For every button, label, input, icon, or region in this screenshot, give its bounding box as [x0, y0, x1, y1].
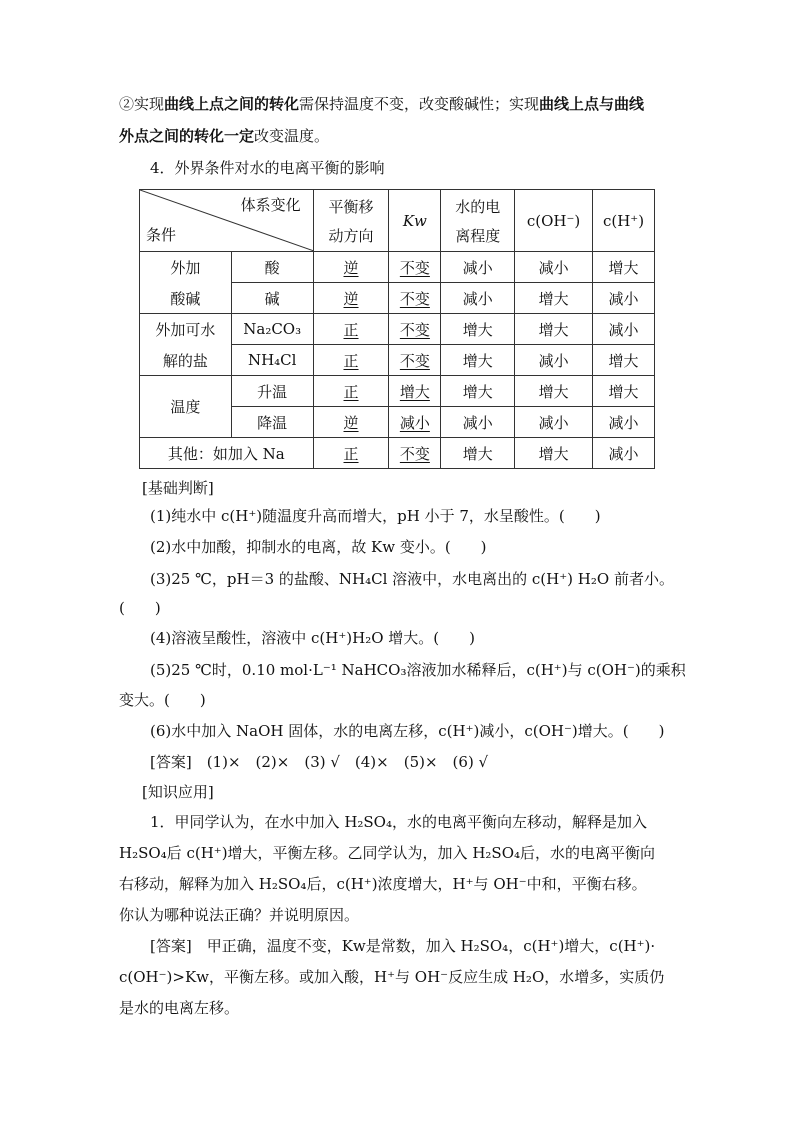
row-degree: 增大 [441, 376, 515, 407]
table-row [140, 376, 655, 407]
section-title: 4．外界条件对水的电离平衡的影响 [150, 159, 385, 177]
row-kw: 不变 [389, 283, 441, 314]
row-oh: 增大 [515, 376, 593, 407]
row-oh: 减小 [515, 252, 593, 283]
judge-q3-line2: ( ) [119, 599, 161, 617]
apply-answer-line3: 是水的电离左移。 [119, 999, 240, 1017]
row-degree: 减小 [441, 407, 515, 438]
header-kw [389, 190, 441, 252]
table-row [140, 438, 655, 469]
effects-table [139, 189, 655, 469]
judge-q5-line1: (5)25 ℃时，0.10 mol·L⁻¹ NaHCO₃溶液加水稀释后，c(H⁺)与 c(OH⁻)的乘积 [150, 661, 686, 679]
header-condition: 条件 [146, 226, 177, 244]
row-condition: 升温 [231, 376, 313, 407]
row-h: 减小 [593, 407, 655, 438]
row-degree: 减小 [441, 252, 515, 283]
row-h: 减小 [593, 438, 655, 469]
apply-question-line2: H₂SO₄后 c(H⁺)增大，平衡左移。乙同学认为，加入 H₂SO₄后，水的电离平衡向 [119, 844, 656, 862]
row-degree: 增大 [441, 314, 515, 345]
row-condition: Na₂CO₃ [231, 314, 313, 345]
row-condition: NH₄Cl [231, 345, 313, 376]
table-row [140, 314, 655, 345]
judge-q6: (6)水中加入 NaOH 固体，水的电离左移，c(H⁺)减小，c(OH⁻)增大。( ) [150, 722, 665, 740]
row-shift: 正 [313, 438, 389, 469]
row-shift: 逆 [313, 283, 389, 314]
header-system-change: 体系变化 [240, 196, 301, 214]
table-row [140, 252, 655, 283]
group-temperature: 温度 [140, 376, 232, 438]
row-h: 增大 [593, 252, 655, 283]
row-h: 增大 [593, 345, 655, 376]
row-shift: 正 [313, 376, 389, 407]
row-condition: 其他：如加入 Na [140, 438, 314, 469]
group-acid-base: 外加 酸碱 [140, 252, 232, 314]
row-oh: 增大 [515, 283, 593, 314]
row-h: 增大 [593, 376, 655, 407]
apply-question-line3: 右移动，解释为加入 H₂SO₄后，c(H⁺)浓度增大，H⁺与 OH⁻中和，平衡右移。 [119, 875, 647, 893]
judge-title: [基础判断] [142, 479, 214, 497]
row-shift: 逆 [313, 407, 389, 438]
header-kw-text: Kw [402, 211, 427, 230]
row-degree: 增大 [441, 438, 515, 469]
row-condition: 酸 [231, 252, 313, 283]
row-condition: 碱 [231, 283, 313, 314]
row-kw: 不变 [389, 438, 441, 469]
judge-q2: (2)水中加酸，抑制水的电离，故 Kw 变小。( ) [150, 538, 487, 556]
apply-title: [知识应用] [142, 783, 214, 801]
row-kw: 不变 [389, 252, 441, 283]
intro-line-2: 外点之间的转化一定改变温度。 [119, 127, 330, 145]
judge-answer: [答案] (1)× (2)× (3) √ (4)× (5)× (6) √ [150, 753, 489, 771]
row-kw: 不变 [389, 314, 441, 345]
row-kw: 增大 [389, 376, 441, 407]
apply-question-line1: 1．甲同学认为，在水中加入 H₂SO₄，水的电离平衡向左移动，解释是加入 [150, 813, 647, 831]
row-condition: 降温 [231, 407, 313, 438]
judge-q4: (4)溶液呈酸性，溶液中 c(H⁺)H₂O 增大。( ) [150, 629, 475, 647]
header-oh: c(OH⁻) [515, 190, 593, 252]
group-hydrolysable-salt: 外加可水 解的盐 [140, 314, 232, 376]
row-h: 减小 [593, 314, 655, 345]
row-degree: 减小 [441, 283, 515, 314]
row-oh: 减小 [515, 407, 593, 438]
apply-question-line4: 你认为哪种说法正确？并说明原因。 [119, 906, 360, 924]
row-oh: 减小 [515, 345, 593, 376]
row-shift: 正 [313, 314, 389, 345]
row-kw: 不变 [389, 345, 441, 376]
judge-q5-line2: 变大。( ) [119, 691, 206, 709]
row-oh: 增大 [515, 314, 593, 345]
judge-q3-line1: (3)25 ℃，pH＝3 的盐酸、NH₄Cl 溶液中，水电离出的 c(H⁺) H₂O 前者小。 [150, 570, 674, 588]
row-kw: 减小 [389, 407, 441, 438]
diagonal-header-cell [140, 190, 314, 252]
row-degree: 增大 [441, 345, 515, 376]
row-h: 减小 [593, 283, 655, 314]
row-oh: 增大 [515, 438, 593, 469]
apply-answer-line1: [答案] 甲正确，温度不变，Kw是常数，加入 H₂SO₄，c(H⁺)增大，c(H⁺)· [150, 937, 656, 955]
header-degree: 水的电 离程度 [441, 190, 515, 252]
row-shift: 逆 [313, 252, 389, 283]
judge-q1: (1)纯水中 c(H⁺)随温度升高而增大，pH 小于 7，水呈酸性。( ) [150, 507, 601, 525]
table-header-row [140, 190, 655, 252]
header-h: c(H⁺) [593, 190, 655, 252]
intro-line-1: ②实现曲线上点之间的转化需保持温度不变，改变酸碱性；实现曲线上点与曲线 [119, 95, 645, 113]
apply-answer-line2: c(OH⁻)>Kw，平衡左移。或加入酸，H⁺与 OH⁻反应生成 H₂O，水增多，实质仍 [119, 968, 665, 986]
header-shift: 平衡移 动方向 [313, 190, 389, 252]
row-shift: 正 [313, 345, 389, 376]
